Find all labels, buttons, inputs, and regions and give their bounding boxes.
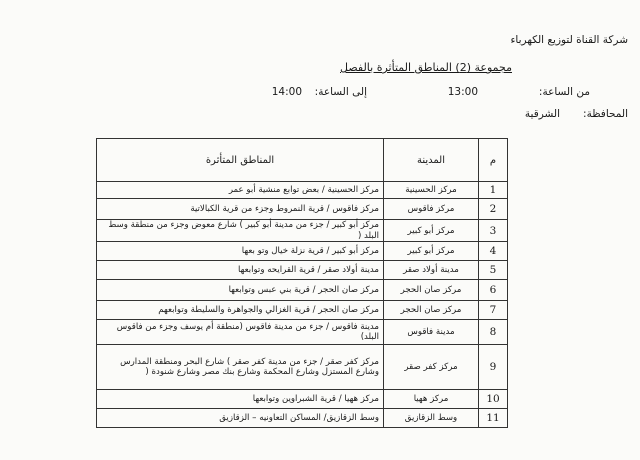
- table-header-row: [97, 139, 508, 182]
- table-row: [97, 280, 508, 301]
- row-areas: مركز أبو كبير / جزء من مدينة أبو كبير ) شارع معوض وجزء من منطقة وسط البلد (: [97, 220, 384, 242]
- governorate-row: [0, 108, 640, 130]
- table-row: [97, 409, 508, 428]
- row-areas: مدينة فاقوس / جزء من مدينة فاقوس (منطقة أم يوسف وجزء من فاقوس البلد): [97, 320, 384, 345]
- row-num: 8: [479, 320, 508, 345]
- row-city: مدينة فاقوس: [384, 320, 479, 345]
- row-areas: مركز كفر صقر / جزء من مدينة كفر صقر ) شارع البحر ومنطقة المدارس وشارع المستزل وشارع المحكمة وشارع بنك مصر وشارع شنودة (: [97, 345, 384, 390]
- row-areas: مركز فاقوس / قرية النمروط وجزء من قرية الكبالاتية: [97, 199, 384, 220]
- header-num: م: [479, 139, 508, 182]
- table-row: [97, 320, 508, 345]
- row-areas: مركز أبو كبير / قرية نزلة خيال وتو بعها: [97, 242, 384, 261]
- row-areas: مدينة أولاد صقر / قرية القرايحه وتوابعها: [97, 261, 384, 280]
- row-areas: مركز الحسينية / بعض توابع منشية أبو عمر: [97, 182, 384, 199]
- table-row: [97, 345, 508, 390]
- governorate-value: الشرقية: [524, 108, 560, 120]
- row-num: 10: [479, 390, 508, 409]
- company-name: شركة القناة لتوزيع الكهرباء: [510, 34, 628, 46]
- row-city: وسط الزقازيق: [384, 409, 479, 428]
- table-row: [97, 390, 508, 409]
- affected-areas-table: [96, 138, 508, 428]
- table-row: [97, 301, 508, 320]
- row-num: 1: [479, 182, 508, 199]
- table-row: [97, 261, 508, 280]
- row-num: 3: [479, 220, 508, 242]
- to-label: إلى الساعة:: [314, 86, 367, 98]
- from-label: من الساعة:: [538, 86, 590, 98]
- row-city: مركز أبو كبير: [384, 220, 479, 242]
- row-num: 9: [479, 345, 508, 390]
- governorate-label: المحافظة:: [583, 108, 628, 120]
- to-time: 14:00: [271, 86, 302, 98]
- row-city: مركز فاقوس: [384, 199, 479, 220]
- header-city: المدينة: [384, 139, 479, 182]
- row-num: 11: [479, 409, 508, 428]
- table-row: [97, 182, 508, 199]
- row-areas: مركز ههيا / قرية الشبراوين وتوابعها: [97, 390, 384, 409]
- table-row: [97, 199, 508, 220]
- row-num: 5: [479, 261, 508, 280]
- row-city: مركز كفر صقر: [384, 345, 479, 390]
- row-areas: مركز صان الحجر / قرية الغزالي والجواهرة والسليطة وتوابعهم: [97, 301, 384, 320]
- row-city: مركز أبو كبير: [384, 242, 479, 261]
- row-num: 2: [479, 199, 508, 220]
- table-row: [97, 242, 508, 261]
- row-city: مركز صان الحجر: [384, 301, 479, 320]
- group-title: مجموعة (2) المناطق المتأثرة بالفصل: [340, 61, 512, 74]
- row-city: مركز الحسينية: [384, 182, 479, 199]
- row-num: 6: [479, 280, 508, 301]
- row-city: مركز صان الحجر: [384, 280, 479, 301]
- from-time: 13:00: [447, 86, 478, 98]
- row-city: مركز ههيا: [384, 390, 479, 409]
- row-num: 7: [479, 301, 508, 320]
- table-row: [97, 220, 508, 242]
- row-city: مدينة أولاد صقر: [384, 261, 479, 280]
- header-areas: المناطق المتأثرة: [97, 139, 384, 182]
- row-areas: مركز صان الحجر / قرية بني عبس وتوابعها: [97, 280, 384, 301]
- row-num: 4: [479, 242, 508, 261]
- row-areas: وسط الزقازيق/ المساكن التعاونيه – الزقازيق: [97, 409, 384, 428]
- time-row: [0, 86, 640, 108]
